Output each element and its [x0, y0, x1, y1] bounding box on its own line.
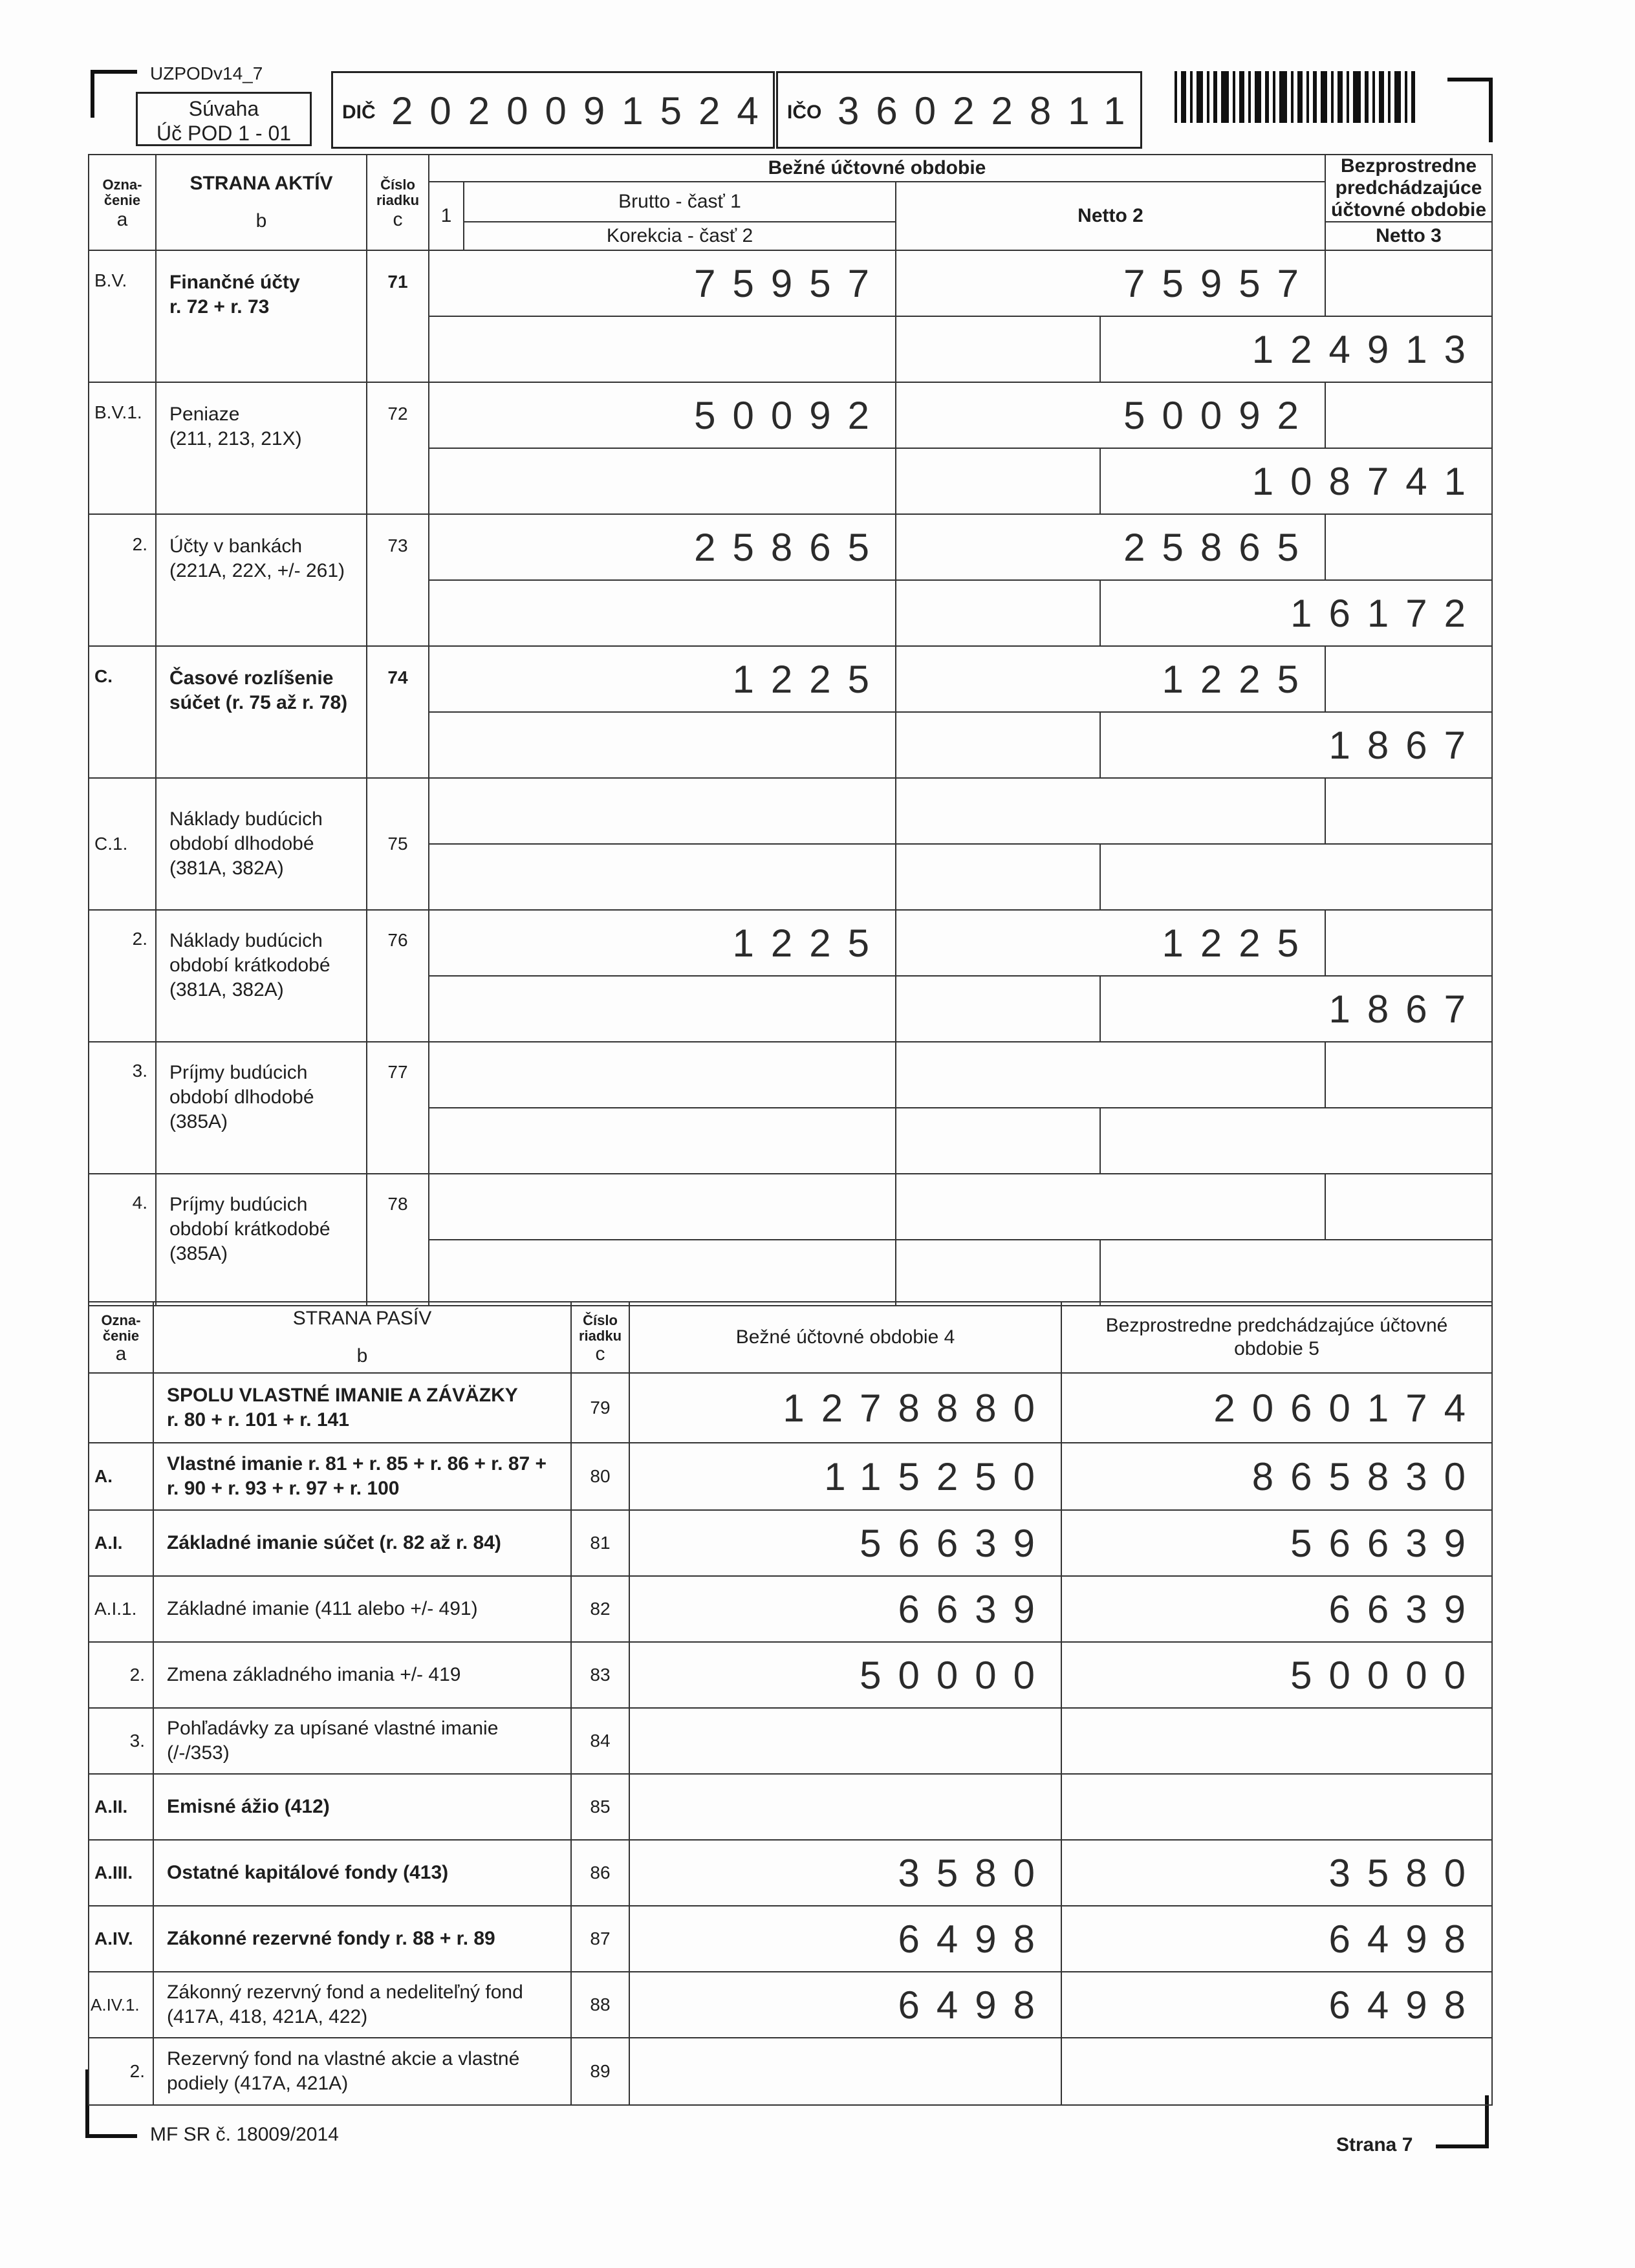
liab-prev-value: 6498 [1061, 1906, 1492, 1972]
assets-netto-3-header: Netto 3 [1325, 222, 1492, 250]
asset-row-number: 72 [367, 382, 429, 514]
asset-prev-value [1100, 1240, 1492, 1306]
liab-mark: A.IV.1. [89, 1972, 153, 2038]
asset-netto-value: 75957 [896, 250, 1325, 316]
asset-brutto-value: 25865 [429, 514, 896, 580]
corner-mark-top-left [91, 70, 94, 118]
asset-netto-value: 25865 [896, 514, 1325, 580]
form-title-box [136, 92, 312, 146]
assets-table [88, 154, 1493, 1306]
asset-prev-value [1100, 1108, 1492, 1174]
liab-prev-value: 865830 [1061, 1443, 1492, 1510]
asset-korekcia-value [429, 580, 896, 646]
form-title: Súvaha [188, 97, 259, 120]
liab-prev-value [1061, 1774, 1492, 1840]
ico-value: 36022811 [838, 89, 1142, 133]
assets-side-title: STRANA AKTÍV b [156, 155, 367, 250]
asset-korekcia-value [429, 448, 896, 514]
asset-korekcia-value [429, 844, 896, 910]
asset-label: Príjmy budúcich období krátkodobé (385A) [156, 1174, 367, 1306]
asset-mark: B.V.1. [89, 382, 156, 514]
asset-row-number: 74 [367, 646, 429, 778]
asset-row-number: 78 [367, 1174, 429, 1306]
asset-korekcia-value [429, 316, 896, 382]
footer-ministry-ref: MF SR č. 18009/2014 [150, 2124, 339, 2145]
liab-mark: A.III. [89, 1840, 153, 1906]
liab-mark: A.I.1. [89, 1576, 153, 1642]
dic-value: 2020091524 [391, 89, 775, 133]
asset-korekcia-value [429, 712, 896, 778]
asset-prev-value: 108741 [1100, 448, 1492, 514]
liab-row-number: 84 [571, 1708, 629, 1774]
liab-prev-value: 2060174 [1061, 1373, 1492, 1443]
asset-mark: C.1. [89, 778, 156, 910]
asset-netto-value: 1225 [896, 646, 1325, 712]
asset-korekcia-value [429, 1108, 896, 1174]
liab-current-value [629, 2038, 1061, 2105]
asset-label: Peniaze (211, 213, 21X) [156, 382, 367, 514]
barcode [1175, 71, 1419, 123]
liab-mark: 2. [89, 2038, 153, 2105]
liab-label: Vlastné imanie r. 81 + r. 85 + r. 86 + r. 87 + r. 90 + r. 93 + r. 97 + r. 100 [153, 1443, 571, 1510]
liab-current-value: 3580 [629, 1840, 1061, 1906]
asset-korekcia-value [429, 1240, 896, 1306]
liab-label: Zákonné rezervné fondy r. 88 + r. 89 [153, 1906, 571, 1972]
liab-row-number: 79 [571, 1373, 629, 1443]
asset-row-number: 77 [367, 1042, 429, 1174]
liab-current-header: Bežné účtovné obdobie 4 [629, 1302, 1061, 1373]
asset-row-number: 71 [367, 250, 429, 382]
liab-row-number: 80 [571, 1443, 629, 1510]
assets-brutto-header: Brutto - časť 1 [464, 182, 896, 222]
assets-current-period-header: Bežné účtovné obdobie [429, 155, 1325, 182]
ico-box [776, 71, 1142, 149]
liab-prev-value: 6498 [1061, 1972, 1492, 2038]
liab-mark: A. [89, 1443, 153, 1510]
asset-label: Náklady budúcich období dlhodobé (381A, 382A) [156, 778, 367, 910]
asset-mark: 4. [89, 1174, 156, 1306]
liab-label: Rezervný fond na vlastné akcie a vlastné podiely (417A, 421A) [153, 2038, 571, 2105]
liab-mark: 3. [89, 1708, 153, 1774]
assets-prev-period-header: Bezprostredne predchádzajúce účtovné obdobie [1325, 155, 1492, 222]
dic-label: DIČ [342, 102, 376, 123]
asset-mark: 2. [89, 514, 156, 646]
liab-label: Emisné ážio (412) [153, 1774, 571, 1840]
asset-mark: C. [89, 646, 156, 778]
asset-netto-value: 1225 [896, 910, 1325, 976]
asset-prev-value: 1867 [1100, 976, 1492, 1042]
liab-mark: A.I. [89, 1510, 153, 1576]
liab-current-value: 56639 [629, 1510, 1061, 1576]
liab-prev-value [1061, 1708, 1492, 1774]
liab-current-value: 6498 [629, 1972, 1061, 2038]
asset-mark: 2. [89, 910, 156, 1042]
liab-label: Zákonný rezervný fond a nedeliteľný fond (417A, 418, 421A, 422) [153, 1972, 571, 2038]
asset-brutto-value: 1225 [429, 910, 896, 976]
liab-label: Zmena základného imania +/- 419 [153, 1642, 571, 1708]
liab-label: Základné imanie (411 alebo +/- 491) [153, 1576, 571, 1642]
liab-label: SPOLU VLASTNÉ IMANIE A ZÁVÄZKY r. 80 + r. 101 + r. 141 [153, 1373, 571, 1443]
asset-brutto-value: 50092 [429, 382, 896, 448]
asset-netto-value [896, 1174, 1325, 1240]
asset-prev-value: 124913 [1100, 316, 1492, 382]
asset-netto-value [896, 778, 1325, 844]
asset-row-number: 76 [367, 910, 429, 1042]
liab-label: Ostatné kapitálové fondy (413) [153, 1840, 571, 1906]
liab-mark [89, 1373, 153, 1443]
form-subtitle: Úč POD 1 - 01 [156, 122, 292, 145]
assets-ozna-header: Ozna-čenie a [89, 155, 156, 250]
corner-mark-top-right [1489, 78, 1493, 142]
liab-prev-value: 50000 [1061, 1642, 1492, 1708]
dic-box [331, 71, 775, 149]
asset-row-number: 75 [367, 778, 429, 910]
liab-row-number: 87 [571, 1906, 629, 1972]
liab-current-value [629, 1774, 1061, 1840]
assets-netto-2-header: Netto 2 [896, 182, 1325, 250]
liab-current-value: 50000 [629, 1642, 1061, 1708]
liab-row-number: 88 [571, 1972, 629, 2038]
liab-prev-value [1061, 2038, 1492, 2105]
liab-prev-header: Bezprostredne predchádzajúce účtovné obdobie 5 [1061, 1302, 1492, 1373]
asset-label: Náklady budúcich období krátkodobé (381A, 382A) [156, 910, 367, 1042]
asset-korekcia-value [429, 976, 896, 1042]
liab-row-number: 81 [571, 1510, 629, 1576]
asset-brutto-value [429, 778, 896, 844]
liab-current-value: 115250 [629, 1443, 1061, 1510]
asset-label: Príjmy budúcich období dlhodobé (385A) [156, 1042, 367, 1174]
liab-row-number: 83 [571, 1642, 629, 1708]
liab-mark: A.IV. [89, 1906, 153, 1972]
asset-label: Účty v bankách (221A, 22X, +/- 261) [156, 514, 367, 646]
liab-current-value: 1278880 [629, 1373, 1061, 1443]
liab-side-title: STRANA PASÍV b [153, 1302, 571, 1373]
liab-row-number-header: Číslo riadku c [571, 1302, 629, 1373]
liab-label: Základné imanie súčet (r. 82 až r. 84) [153, 1510, 571, 1576]
ico-label: IČO [787, 102, 822, 123]
liab-row-number: 89 [571, 2038, 629, 2105]
liab-row-number: 82 [571, 1576, 629, 1642]
liab-label: Pohľadávky za upísané vlastné imanie (/-/353) [153, 1708, 571, 1774]
asset-mark: 3. [89, 1042, 156, 1174]
page-number: Strana 7 [1336, 2134, 1413, 2155]
liab-ozna-header: Ozna-čenie a [89, 1302, 153, 1373]
asset-brutto-value [429, 1174, 896, 1240]
asset-netto-value [896, 1042, 1325, 1108]
asset-netto-value: 50092 [896, 382, 1325, 448]
liab-mark: 2. [89, 1642, 153, 1708]
asset-brutto-value [429, 1042, 896, 1108]
liab-prev-value: 6639 [1061, 1576, 1492, 1642]
asset-prev-value: 16172 [1100, 580, 1492, 646]
liabilities-table [88, 1301, 1493, 2106]
liab-prev-value: 56639 [1061, 1510, 1492, 1576]
asset-brutto-value: 1225 [429, 646, 896, 712]
asset-brutto-value: 75957 [429, 250, 896, 316]
asset-mark: B.V. [89, 250, 156, 382]
liab-current-value: 6498 [629, 1906, 1061, 1972]
liab-current-value [629, 1708, 1061, 1774]
liab-current-value: 6639 [629, 1576, 1061, 1642]
form-code: UZPODv14_7 [150, 63, 263, 83]
liab-row-number: 86 [571, 1840, 629, 1906]
asset-label: Finančné účty r. 72 + r. 73 [156, 250, 367, 382]
assets-row-number-header: Číslo riadku c [367, 155, 429, 250]
liab-row-number: 85 [571, 1774, 629, 1840]
liab-mark: A.II. [89, 1774, 153, 1840]
asset-label: Časové rozlíšenie súčet (r. 75 až r. 78) [156, 646, 367, 778]
asset-row-number: 73 [367, 514, 429, 646]
assets-korekcia-header: Korekcia - časť 2 [464, 222, 896, 250]
liab-prev-value: 3580 [1061, 1840, 1492, 1906]
asset-prev-value [1100, 844, 1492, 910]
assets-col-1: 1 [429, 182, 464, 250]
asset-prev-value: 1867 [1100, 712, 1492, 778]
